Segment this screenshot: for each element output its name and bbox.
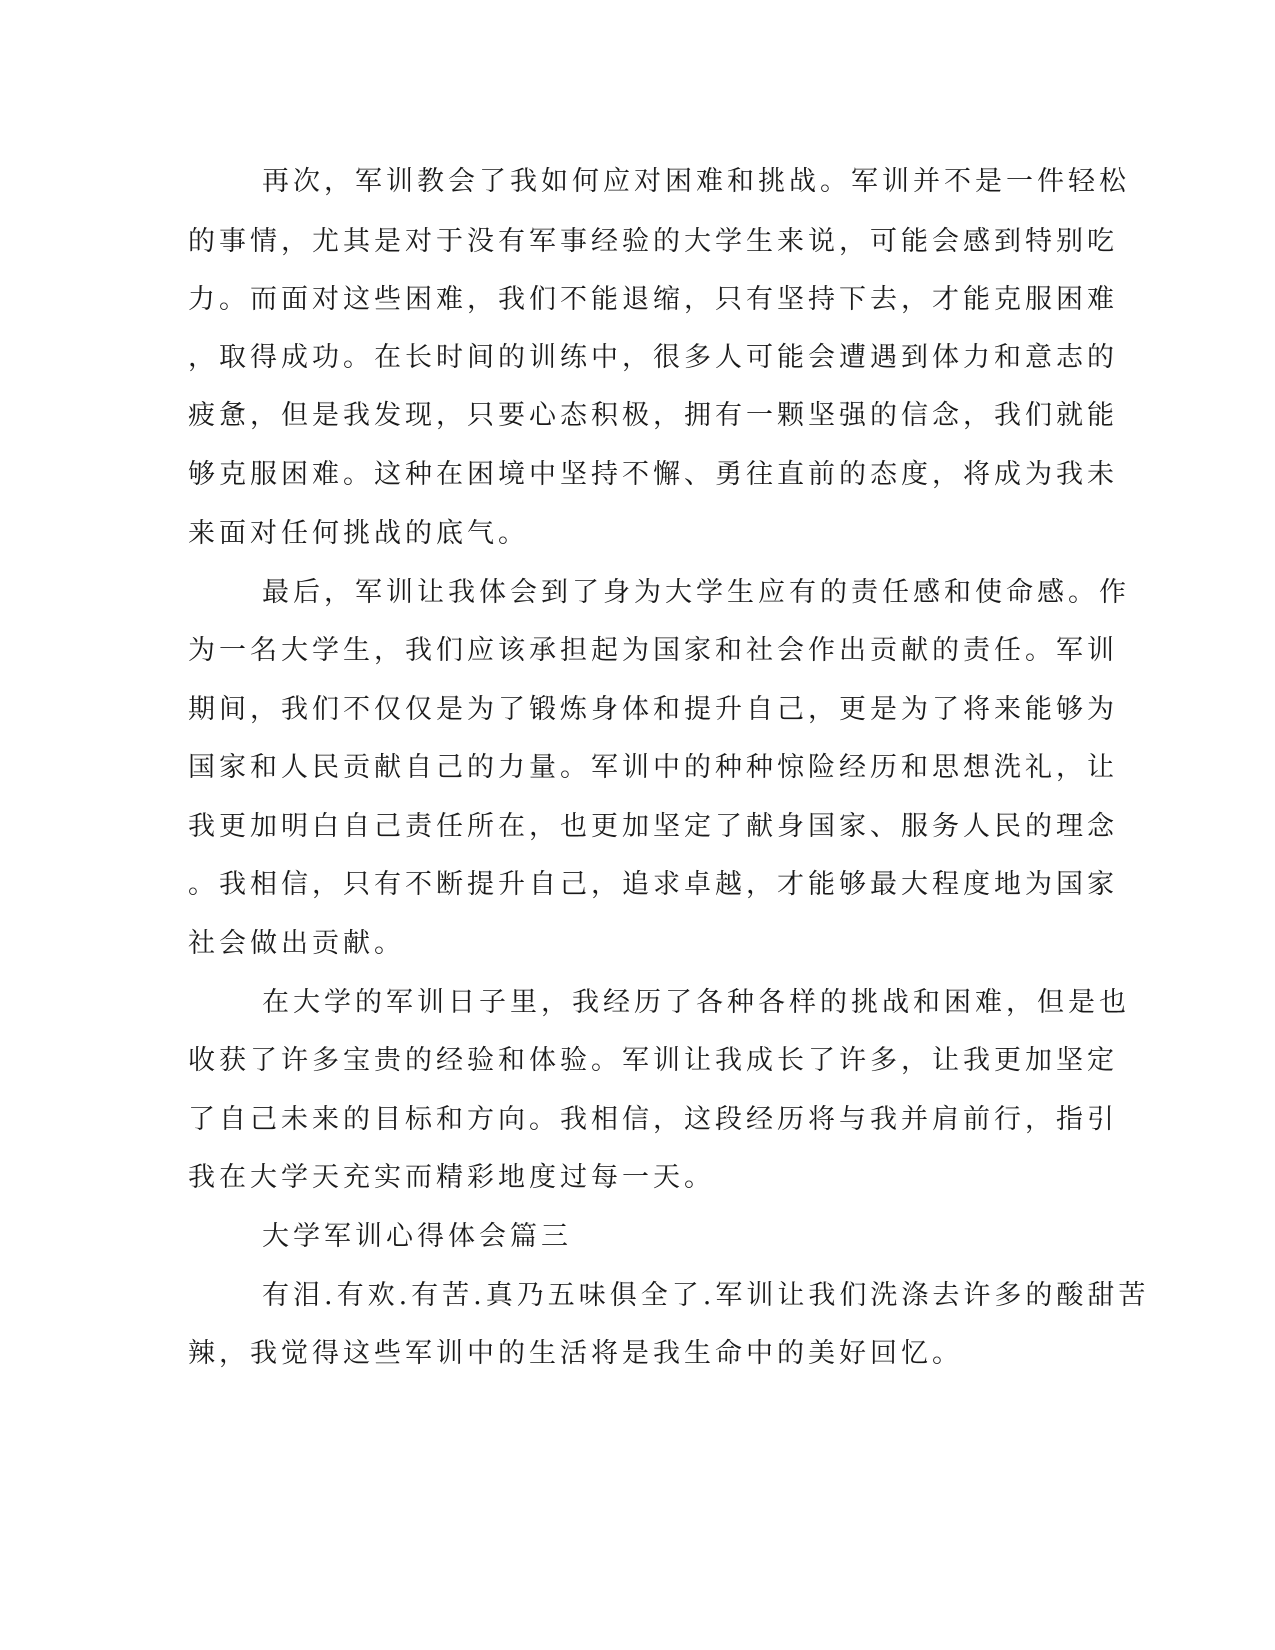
paragraph-line: 辣，我觉得这些军训中的生活将是我生命中的美好回忆。	[188, 1338, 963, 1369]
paragraph-line: 我更加明白自己责任所在，也更加坚定了献身国家、服务人民的理念	[188, 811, 1118, 842]
paragraph-line: 疲惫，但是我发现，只要心态积极，拥有一颗坚强的信念，我们就能	[188, 400, 1118, 431]
paragraph-line: 了自己未来的目标和方向。我相信，这段经历将与我并肩前行，指引	[188, 1104, 1118, 1135]
paragraph-line: 再次，军训教会了我如何应对困难和挑战。军训并不是一件轻松	[262, 166, 1130, 197]
paragraph-line: 国家和人民贡献自己的力量。军训中的种种惊险经历和思想洗礼，让	[188, 752, 1118, 783]
paragraph-line: 我在大学天充实而精彩地度过每一天。	[188, 1162, 715, 1193]
paragraph-line: 期间，我们不仅仅是为了锻炼身体和提升自己，更是为了将来能够为	[188, 694, 1118, 725]
paragraph-line: 最后，军训让我体会到了身为大学生应有的责任感和使命感。作	[262, 577, 1130, 608]
paragraph-line: 收获了许多宝贵的经验和体验。军训让我成长了许多，让我更加坚定	[188, 1045, 1118, 1076]
paragraph-line: 来面对任何挑战的底气。	[188, 518, 529, 549]
paragraph-line: 为一名大学生，我们应该承担起为国家和社会作出贡献的责任。军训	[188, 635, 1118, 666]
paragraph-line: 社会做出贡献。	[188, 928, 405, 959]
paragraph-line: 有泪.有欢.有苦.真乃五味俱全了.军训让我们洗涤去许多的酸甜苦	[262, 1280, 1150, 1311]
paragraph-line: 力。而面对这些困难，我们不能退缩，只有坚持下去，才能克服困难	[188, 284, 1118, 315]
section-heading: 大学军训心得体会篇三	[262, 1221, 572, 1252]
paragraph-line: 。我相信，只有不断提升自己，追求卓越，才能够最大程度地为国家	[188, 869, 1118, 900]
paragraph-line: ，取得成功。在长时间的训练中，很多人可能会遭遇到体力和意志的	[188, 342, 1118, 373]
paragraph-line: 的事情，尤其是对于没有军事经验的大学生来说，可能会感到特别吃	[188, 226, 1118, 257]
paragraph-line: 够克服困难。这种在困境中坚持不懈、勇往直前的态度，将成为我未	[188, 459, 1118, 490]
paragraph-line: 在大学的军训日子里，我经历了各种各样的挑战和困难，但是也	[262, 987, 1130, 1018]
